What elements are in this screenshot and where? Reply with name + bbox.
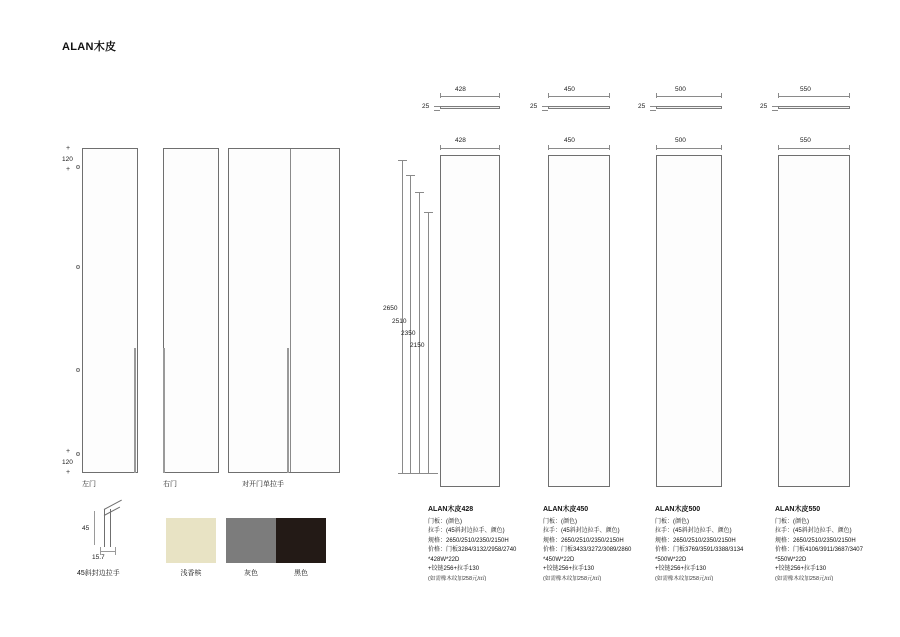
dim-plus-top: + [66, 145, 71, 152]
spec-title: ALAN木皮550 [775, 506, 821, 513]
plan-dim-tick [440, 93, 441, 98]
door-center-split [290, 149, 291, 472]
plan-width-label: 550 [800, 86, 811, 93]
plan-dim-tick [548, 93, 549, 98]
hinge-icon [76, 452, 80, 456]
elevation-panel-428 [440, 155, 500, 487]
spec-line: *500W*22D [655, 556, 687, 563]
front-dim-line [778, 148, 850, 149]
depth-tick [434, 110, 440, 111]
spec-line: 拉手：(45斜封边拉手、颜色) [775, 528, 852, 534]
plan-view-bar [656, 106, 722, 109]
depth-tick [434, 106, 440, 107]
front-dim-tick [440, 145, 441, 150]
swatch-label-0: 浅香槟 [180, 570, 202, 577]
depth-label: 25 [422, 103, 430, 110]
front-width-label: 550 [800, 137, 811, 144]
depth-tick [650, 110, 656, 111]
front-dim-line [656, 148, 722, 149]
spec-note: (如需橡木纹加258元/㎡) [543, 575, 602, 582]
elevation-panel-500 [656, 155, 722, 487]
caption-right-door: 右门 [163, 481, 177, 488]
swatch-0 [166, 518, 216, 563]
caption-double-door: 对开门单拉手 [242, 481, 284, 488]
spec-block-450 [543, 505, 661, 584]
spec-block-428 [428, 505, 546, 584]
spec-title: ALAN木皮428 [428, 506, 474, 513]
spec-line: 规格：2650/2510/2350/2150H [543, 537, 624, 544]
dim-plus-bottom: + [66, 448, 71, 455]
hinge-icon [76, 165, 80, 169]
handle-height-label: 45 [82, 525, 90, 532]
height-label-2150: 2150 [410, 342, 425, 349]
spec-title: ALAN木皮500 [655, 506, 701, 513]
plan-view-bar [778, 106, 850, 109]
height-label-2650: 2650 [383, 305, 398, 312]
spec-line: 门板：(颜色) [655, 518, 689, 525]
spec-note: (如需橡木纹加258元/㎡) [655, 575, 714, 582]
spec-line: 门板：(颜色) [428, 518, 462, 525]
depth-label: 25 [638, 103, 646, 110]
spec-title: ALAN木皮450 [543, 506, 589, 513]
door-handle [134, 348, 136, 473]
door-panel-right [163, 148, 219, 473]
front-dim-tick [609, 145, 610, 150]
swatch-2 [276, 518, 326, 563]
page-title: ALAN木皮 [62, 41, 117, 53]
plan-dim-tick [721, 93, 722, 98]
dim-120-top: 120 [62, 156, 73, 163]
height-label-2510: 2510 [392, 318, 407, 325]
plan-dim-tick [778, 93, 779, 98]
front-width-label: 450 [564, 137, 575, 144]
spec-line: *428W*22D [428, 556, 460, 563]
depth-tick [772, 110, 778, 111]
spec-line: 规格：2650/2510/2350/2150H [775, 537, 856, 544]
swatch-label-1: 灰色 [244, 570, 258, 577]
elevation-panel-550 [778, 155, 850, 487]
depth-tick [650, 106, 656, 107]
plan-width-label: 500 [675, 86, 686, 93]
plan-dim-tick [609, 93, 610, 98]
spec-line: 价格：门板3433/3272/3089/2860 [543, 547, 632, 553]
front-width-label: 500 [675, 137, 686, 144]
front-dim-tick [721, 145, 722, 150]
spec-line: +铰链256+拉手130 [428, 566, 480, 572]
door-handle [287, 348, 289, 473]
dim-120-bottom: 120 [62, 459, 73, 466]
spec-line: 拉手：(45斜封边拉手、颜色) [543, 528, 620, 534]
spec-line: 门板：(颜色) [543, 518, 577, 525]
plan-dim-line [656, 96, 722, 97]
front-dim-tick [849, 145, 850, 150]
plan-width-label: 428 [455, 86, 466, 93]
door-panel-double [228, 148, 340, 473]
spec-block-550 [775, 505, 893, 584]
swatch-label-2: 黑色 [294, 570, 308, 577]
spec-block-500 [655, 505, 773, 584]
plan-view-bar [440, 106, 500, 109]
front-dim-line [440, 148, 500, 149]
spec-line: 拉手：(45斜封边拉手、颜色) [428, 528, 505, 534]
door-handle [163, 348, 165, 473]
handle-width-label: 15.7 [92, 554, 105, 561]
spec-line: 规格：2650/2510/2350/2150H [428, 537, 509, 544]
plan-dim-line [778, 96, 850, 97]
spec-line: 价格：门板3284/3132/2958/2740 [428, 547, 517, 553]
spec-line: +铰链256+拉手130 [543, 566, 595, 572]
plan-dim-tick [499, 93, 500, 98]
front-dim-tick [778, 145, 779, 150]
plan-dim-line [548, 96, 610, 97]
swatch-1 [226, 518, 276, 563]
depth-tick [772, 106, 778, 107]
front-dim-tick [656, 145, 657, 150]
front-dim-tick [499, 145, 500, 150]
hinge-icon [76, 368, 80, 372]
spec-line: +铰链256+拉手130 [655, 566, 707, 572]
height-label-2350: 2350 [401, 330, 416, 337]
elevation-panel-450 [548, 155, 610, 487]
spec-line: +铰链256+拉手130 [775, 566, 827, 572]
dim-plus-bottom2: + [66, 469, 71, 476]
depth-label: 25 [760, 103, 768, 110]
spec-note: (如需橡木纹加258元/㎡) [775, 575, 834, 582]
depth-label: 25 [530, 103, 538, 110]
spec-line: *450W*22D [543, 556, 575, 563]
spec-line: 门板：(颜色) [775, 518, 809, 525]
front-dim-tick [548, 145, 549, 150]
spec-note: (如需橡木纹加258元/㎡) [428, 575, 487, 582]
spec-line: *550W*22D [775, 556, 807, 563]
handle-detail-drawing [88, 505, 138, 555]
caption-left-door: 左门 [82, 481, 96, 488]
spec-line: 规格：2650/2510/2350/2150H [655, 537, 736, 544]
dim-plus-top2: + [66, 166, 71, 173]
spec-line: 拉手：(45斜封边拉手、颜色) [655, 528, 732, 534]
plan-dim-tick [656, 93, 657, 98]
spec-line: 价格：门板4106/3911/3687/3407 [775, 547, 863, 553]
spec-line: 价格：门板3769/3591/3388/3134 [655, 547, 744, 553]
door-panel-left [82, 148, 138, 473]
hinge-icon [76, 265, 80, 269]
plan-dim-line [440, 96, 500, 97]
plan-view-bar [548, 106, 610, 109]
plan-dim-tick [849, 93, 850, 98]
front-dim-line [548, 148, 610, 149]
depth-tick [542, 106, 548, 107]
plan-width-label: 450 [564, 86, 575, 93]
handle-detail-caption: 45斜封边拉手 [77, 570, 120, 577]
depth-tick [542, 110, 548, 111]
front-width-label: 428 [455, 137, 466, 144]
